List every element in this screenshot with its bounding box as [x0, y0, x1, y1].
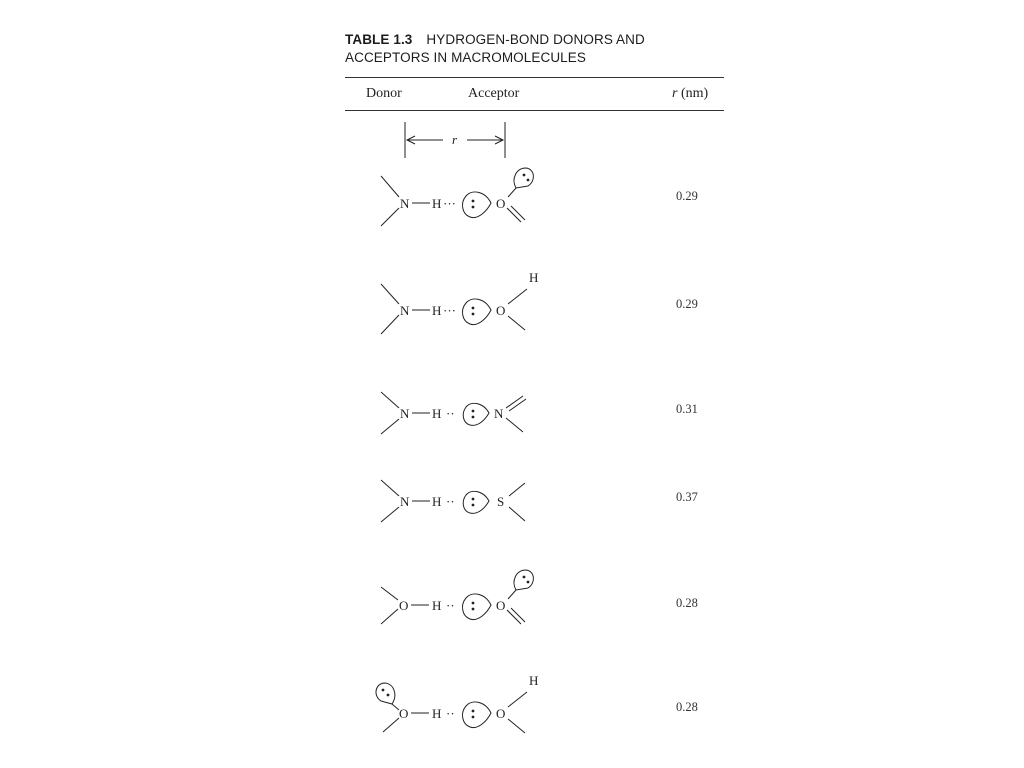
row-3-r-value: 0.31 [676, 402, 698, 416]
row-6-r-value: 0.28 [676, 700, 698, 714]
row-3-h: H [432, 406, 442, 421]
row-3-diagram [381, 392, 526, 434]
row-1-bond: ··· [443, 196, 456, 211]
row-5-diagram [381, 570, 533, 624]
row-4-r-value: 0.37 [676, 490, 698, 504]
table-label: TABLE 1.3 [345, 32, 413, 47]
row-1-r-value: 0.29 [676, 189, 698, 203]
title-line-2: ACCEPTORS IN MACROMOLECULES [345, 50, 586, 65]
row-1-donor-atom: N [400, 196, 410, 211]
row-4-diagram [381, 480, 525, 522]
row-5-h: H [432, 598, 442, 613]
row-5-r-value: 0.28 [676, 596, 698, 610]
row-2-donor-atom: N [400, 303, 410, 318]
row-3-donor-atom: N [400, 406, 410, 421]
row-6-acceptor-h: H [529, 673, 539, 688]
row-2-diagram [381, 270, 538, 334]
distance-marker-label: r [452, 132, 458, 147]
row-2-h: H [432, 303, 442, 318]
column-header-acceptor: Acceptor [468, 86, 520, 101]
row-6-diagram [376, 673, 538, 733]
header-rule [345, 110, 724, 111]
row-2-acceptor-h: H [529, 270, 539, 285]
row-4-bond: ·· [446, 494, 455, 509]
row-2-bond: ··· [443, 303, 456, 318]
row-2-acceptor-atom: O [496, 303, 506, 318]
title-line-1 [345, 31, 745, 49]
r-unit: (nm) [680, 86, 709, 101]
r-symbol: r [672, 86, 678, 101]
row-4-acceptor-atom: S [497, 494, 505, 509]
row-6-h: H [432, 706, 442, 721]
top-rule [345, 77, 724, 78]
row-6-bond: ·· [446, 706, 455, 721]
row-5-bond: ·· [446, 598, 455, 613]
row-1-h: H [432, 196, 442, 211]
row-6-donor-atom: O [399, 706, 409, 721]
row-3-bond: ·· [446, 406, 455, 421]
row-1-acceptor-atom: O [496, 196, 506, 211]
row-3-acceptor-atom: N [494, 406, 504, 421]
row-4-donor-atom: N [400, 494, 410, 509]
column-header-donor: Donor [366, 86, 402, 101]
bond-diagrams [345, 112, 725, 742]
row-4-h: H [432, 494, 442, 509]
table-title [345, 31, 745, 67]
row-1-diagram [381, 168, 533, 226]
row-5-acceptor-atom: O [496, 598, 506, 613]
row-2-r-value: 0.29 [676, 297, 698, 311]
row-6-acceptor-atom: O [496, 706, 506, 721]
title-text-1: HYDROGEN-BOND DONORS AND [426, 32, 645, 47]
column-header-r [672, 86, 708, 102]
row-5-donor-atom: O [399, 598, 409, 613]
